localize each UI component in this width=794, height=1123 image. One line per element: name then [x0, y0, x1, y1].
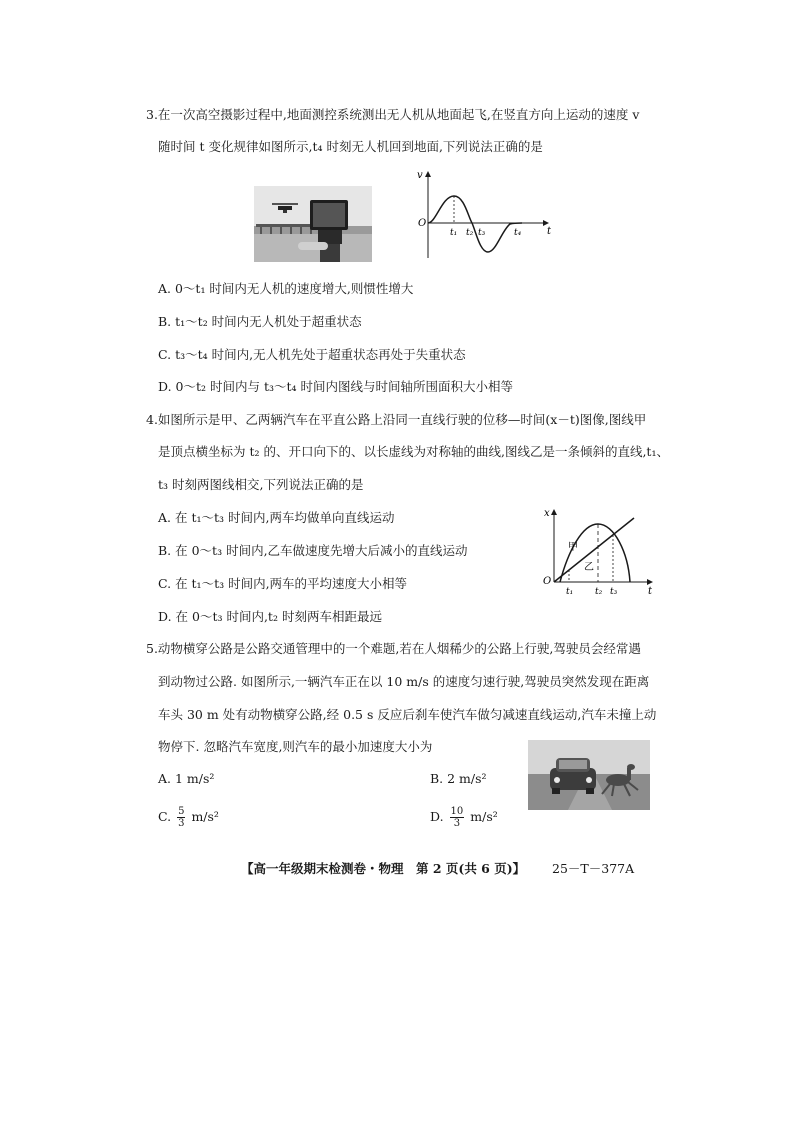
car-animal-photo: [528, 740, 650, 810]
q4-stem-line3: t₃ 时刻两图线相交,下列说法正确的是: [158, 477, 364, 492]
page-footer-title: 【高一年级期末检测卷・物理 第 2 页(共 6 页)】: [241, 861, 526, 876]
q5-option-d-unit: m/s²: [470, 809, 498, 824]
q3-velocity-time-graph: [414, 168, 552, 262]
q3-tick-t1: t₁: [450, 228, 458, 238]
q4-option-d[interactable]: D. 在 0～t₃ 时间内,t₂ 时刻两车相距最远: [158, 609, 382, 624]
q5-option-b[interactable]: B. 2 m/s²: [430, 771, 487, 786]
q3-option-c[interactable]: C. t₃～t₄ 时间内,无人机先处于超重状态再处于失重状态: [158, 347, 466, 362]
q5-stem-line4: 物停下. 忽略汽车宽度,则汽车的最小加速度大小为: [158, 739, 433, 754]
q5-stem-line3: 车头 30 m 处有动物横穿公路,经 0.5 s 反应后刹车使汽车做匀减速直线运动,汽车未撞上动: [158, 707, 657, 722]
q4-stem-line2: 是顶点横坐标为 t₂ 的、开口向下的、以长虚线为对称轴的曲线,图线乙是一条倾斜的直线,t₁、: [158, 444, 669, 459]
q5-option-d-numerator: 10: [450, 806, 464, 817]
q4-tick-t2: t₂: [595, 587, 603, 597]
q5-option-a[interactable]: A. 1 m/s²: [158, 771, 215, 786]
q4-t-label: t: [648, 586, 653, 597]
q3-stem-line1: 3.在一次高空摄影过程中,地面测控系统测出无人机从地面起飞,在竖直方向上运动的速度 v: [146, 107, 640, 122]
q4-curve-jia: [560, 524, 630, 582]
q5-option-d-letter: D.: [430, 809, 444, 824]
q4-position-time-graph: [538, 506, 658, 598]
q5-option-d[interactable]: [430, 806, 498, 829]
q5-option-c-unit: m/s²: [191, 809, 219, 824]
q5-option-c[interactable]: [158, 806, 219, 829]
q4-option-b[interactable]: B. 在 0～t₃ 时间内,乙车做速度先增大后减小的直线运动: [158, 543, 468, 558]
q4-option-a[interactable]: A. 在 t₁～t₃ 时间内,两车均做单向直线运动: [158, 510, 395, 525]
page-footer-code: 25－T－377A: [552, 861, 635, 876]
q3-tick-t3: t₃: [478, 228, 486, 238]
q4-option-c[interactable]: C. 在 t₁～t₃ 时间内,两车的平均速度大小相等: [158, 576, 408, 591]
q5-option-c-denominator: 3: [178, 818, 185, 829]
q5-option-c-numerator: 5: [178, 806, 185, 817]
q3-tick-t2: t₂: [466, 228, 474, 238]
q5-option-c-letter: C.: [158, 809, 172, 824]
q3-option-a[interactable]: A. 0～t₁ 时间内无人机的速度增大,则惯性增大: [158, 281, 414, 296]
q3-t-label: t: [547, 226, 552, 237]
q4-line-yi: [554, 518, 634, 582]
car-icon: [550, 758, 596, 794]
q5-stem-line1: 5.动物横穿公路是公路交通管理中的一个难题,若在人烟稀少的公路上行驶,驾驶员会经常遇: [146, 641, 641, 656]
q4-tick-t1: t₁: [566, 587, 574, 597]
q5-option-d-fraction: [450, 806, 465, 829]
q3-velocity-curve: [428, 196, 522, 252]
q3-origin-label: O: [418, 218, 427, 229]
q3-tick-t4: t₄: [514, 228, 522, 238]
q5-option-d-denominator: 3: [453, 818, 461, 829]
q4-label-jia: 甲: [568, 542, 578, 553]
q3-option-b[interactable]: B. t₁～t₂ 时间内无人机处于超重状态: [158, 314, 362, 329]
q5-option-c-fraction: [177, 806, 185, 829]
q4-x-label: x: [544, 508, 550, 519]
q4-label-yi: 乙: [584, 562, 594, 573]
q4-origin-label: O: [543, 576, 552, 587]
q3-v-label: v: [417, 170, 423, 181]
q3-option-d[interactable]: D. 0～t₂ 时间内与 t₃～t₄ 时间内图线与时间轴所围面积大小相等: [158, 379, 513, 394]
q4-tick-t3: t₃: [610, 587, 618, 597]
drone-photo: [254, 186, 372, 262]
q3-stem-line2: 随时间 t 变化规律如图所示,t₄ 时刻无人机回到地面,下列说法正确的是: [158, 139, 543, 154]
q5-stem-line2: 到动物过公路. 如图所示,一辆汽车正在以 10 m/s 的速度匀速行驶,驾驶员突然发现在距离: [158, 674, 650, 689]
q4-stem-line1: 4.如图所示是甲、乙两辆汽车在平直公路上沿同一直线行驶的位移—时间(x－t)图像,图线甲: [146, 412, 647, 427]
